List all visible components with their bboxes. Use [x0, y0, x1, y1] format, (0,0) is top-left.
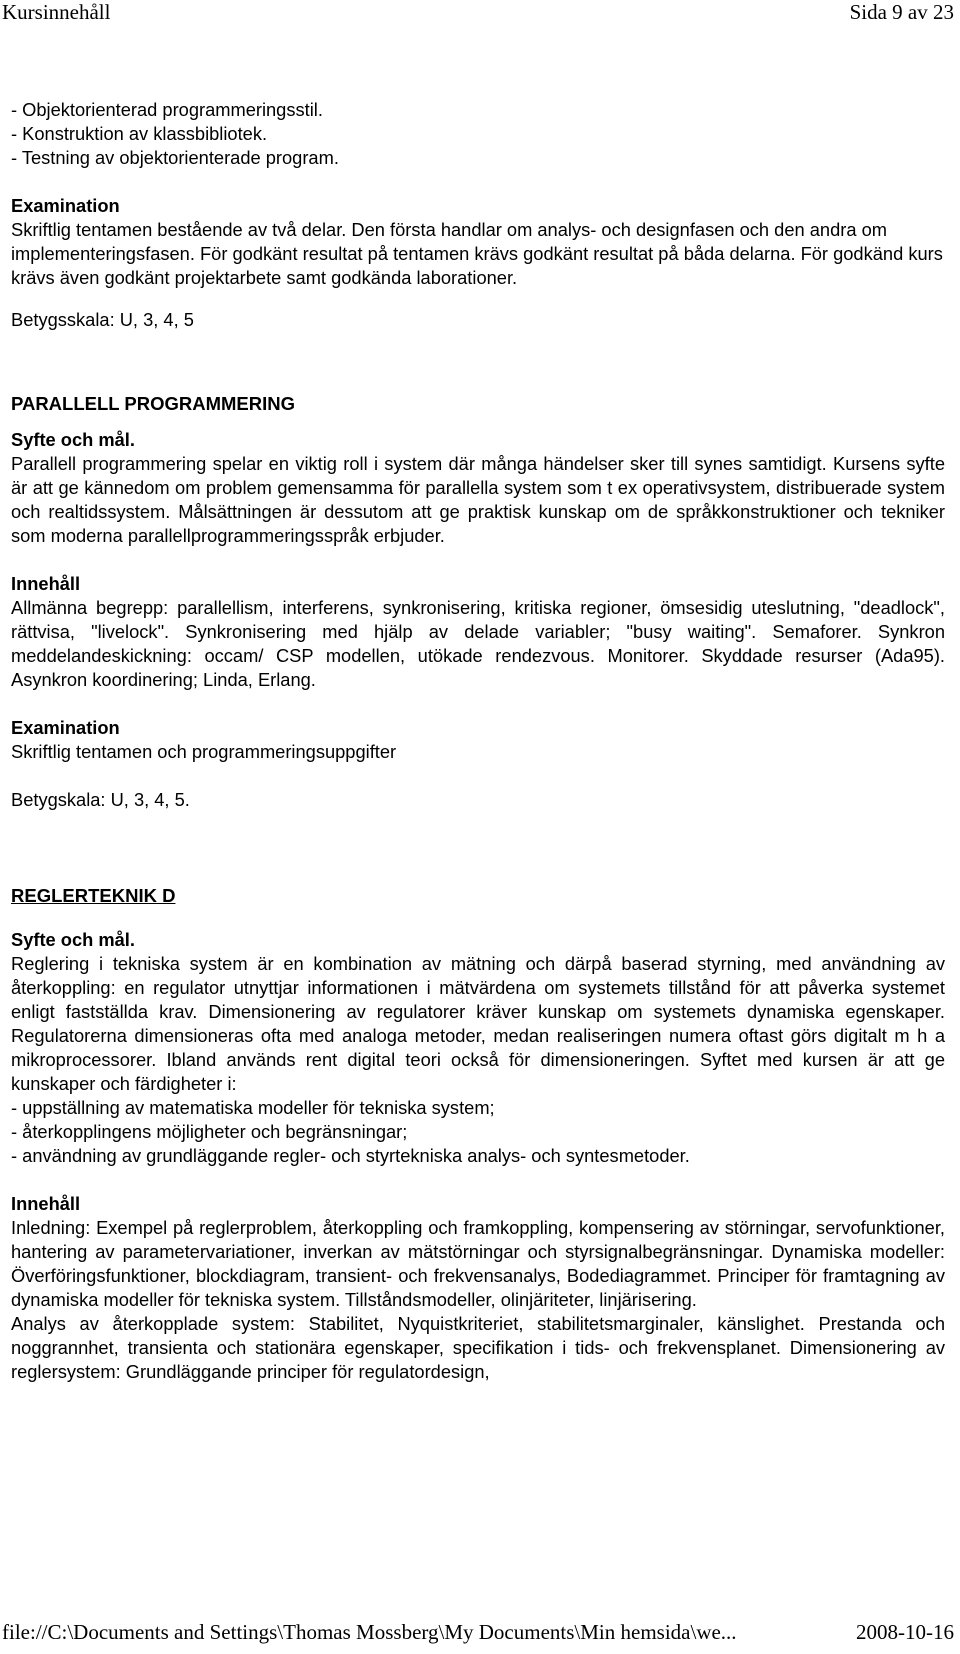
aim-heading: Syfte och mål.: [11, 929, 135, 950]
section-title-control: REGLERTEKNIK D: [11, 885, 176, 906]
page-header: [0, 0, 960, 28]
content-text: Allmänna begrepp: parallellism, interferens, synkronisering, kritiska regioner, ömsesidig uteslutning, "deadlock", rättvisa, "livelock". Synkronisering med hjälp av delade variabler; "busy waiting". Semaforer. Synkron meddelandeskickning: occam/ CSP modellen, utökade rendezvous. Monitorer. Skyddade resurser (Ada95). Asynkron koordinering; Linda, Erlang.: [11, 597, 945, 690]
list-item: - Testning av objektorienterade program.: [11, 147, 339, 168]
footer-date: 2008-10-16: [856, 1620, 954, 1644]
list-item: - Konstruktion av klassbibliotek.: [11, 123, 268, 144]
content-heading: Innehåll: [11, 573, 81, 594]
header-page-number: Sida 9 av 23: [849, 0, 954, 24]
list-item: - uppställning av matematiska modeller för tekniska system;: [11, 1097, 495, 1118]
exam-heading: Examination: [11, 195, 120, 216]
list-item: - återkopplingens möjligheter och begränsningar;: [11, 1121, 408, 1142]
header-title: Kursinnehåll: [2, 0, 111, 24]
document-body: [11, 98, 945, 1384]
exam-text: Skriftlig tentamen bestående av två delar. Den första handlar om analys- och designfasen och den andra om implementeringsfasen. För godkänt resultat på tentamen krävs godkänt resultat på båda delarna. För godkänd kurs krävs även godkänt projektarbete samt godkända laborationer.: [11, 219, 943, 288]
aim-heading: Syfte och mål.: [11, 429, 135, 450]
list-item: - Objektorienterad programmeringsstil.: [11, 99, 323, 120]
page-footer: [0, 1620, 960, 1650]
content-heading: Innehåll: [11, 1193, 81, 1214]
aim-text: Reglering i tekniska system är en kombination av mätning och därpå baserad styrning, med användning av återkoppling: en regulator utnyttjar informationen i mätvärdena om systemets tillstånd för att påverka systemet enligt fastställda krav. Dimensionering av regulatorer kräver kunskap om systemets dynamiska egenskaper. Regulatorerna dimensioneras ofta med analoga metoder, medan realiseringen numera oftast görs digitalt m h a mikroprocessorer. Ibland används rent digital teori också för dimensioneringen. Syftet med kursen är att ge kunskaper och färdigheter i:: [11, 953, 945, 1094]
footer-path: file://C:\Documents and Settings\Thomas Mossberg\My Documents\Min hemsida\we...: [2, 1620, 737, 1644]
exam-text: Skriftlig tentamen och programmeringsuppgifter: [11, 741, 397, 762]
grade-scale: Betygskala: U, 3, 4, 5.: [11, 789, 190, 810]
grade-scale: Betygsskala: U, 3, 4, 5: [11, 309, 194, 330]
aim-text: Parallell programmering spelar en viktig roll i system där många händelser sker till synes samtidigt. Kursens syfte är att ge kännedom om problem gemensamma för parallella system som t ex operativsystem, distribuerade system och realtidssystem. Målsättningen är dessutom att ge praktisk kunskap om de språkkonstruktioner och tekniker som moderna parallellprogrammeringsspråk erbjuder.: [11, 453, 945, 546]
list-item: - användning av grundläggande regler- och styrtekniska analys- och syntesmetoder.: [11, 1145, 690, 1166]
section-title-parallel: PARALLELL PROGRAMMERING: [11, 393, 296, 414]
content-text: Analys av återkopplade system: Stabilitet, Nyquistkriteriet, stabilitetsmarginaler, känslighet. Prestanda och noggrannhet, transienta och stationära egenskaper, specifikation i tids- och frekvensplanet. Dimensionering av reglersystem: Grundläggande principer för regulatordesign,: [11, 1313, 945, 1382]
exam-heading: Examination: [11, 717, 120, 738]
content-text: Inledning: Exempel på reglerproblem, återkoppling och framkoppling, kompensering av störningar, servofunktioner, hantering av parametervariationer, inverkan av mätstörningar och styrsignalbegränsningar. Dynamiska modeller: Överföringsfunktioner, blockdiagram, transient- och frekvensanalys, Bodediagrammet. Principer för framtagning av dynamiska modeller för tekniska system. Tillståndsmodeller, olinjäriteter, linjärisering.: [11, 1217, 945, 1310]
